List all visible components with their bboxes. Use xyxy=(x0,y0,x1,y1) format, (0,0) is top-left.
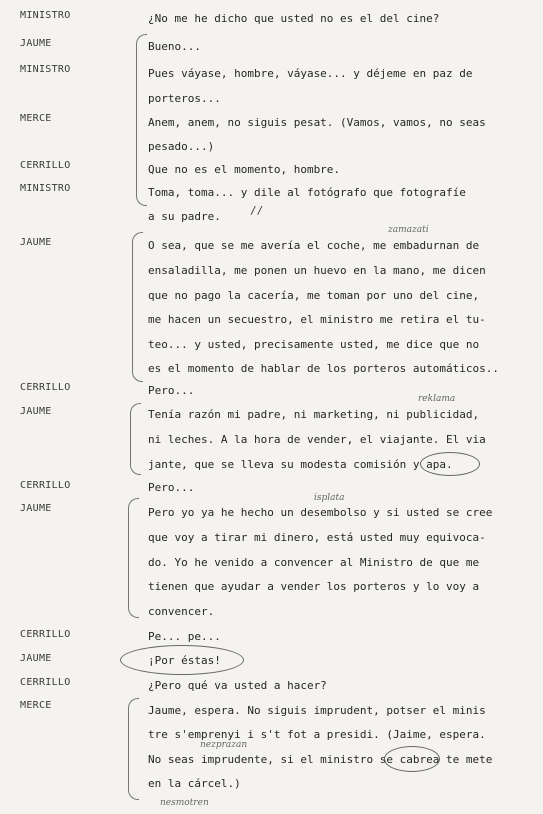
dialogue-line: convencer. xyxy=(148,605,215,618)
dialogue-line: ensaladilla, me ponen un huevo en la mano, me dicen xyxy=(148,264,486,277)
dialogue-line: que no pago la cacería, me toman por uno del cine, xyxy=(148,289,480,302)
dialogue-line: tienen que ayudar a vender los porteros y lo voy a xyxy=(148,580,480,593)
speaker-label: MERCE xyxy=(20,113,52,124)
speaker-label: CERRILLO xyxy=(20,160,71,171)
pause-mark: // xyxy=(250,204,264,217)
speaker-label: MINISTRO xyxy=(20,183,71,194)
speaker-label: CERRILLO xyxy=(20,382,71,393)
speaker-label: JAUME xyxy=(20,237,52,248)
dialogue-line: que voy a tirar mi dinero, está usted muy equivoca- xyxy=(148,531,486,544)
dialogue-line: jante, que se lleva su modesta comisión y apa. xyxy=(148,458,453,471)
speaker-label: CERRILLO xyxy=(20,677,71,688)
dialogue-line: Bueno... xyxy=(148,40,201,53)
handwritten-note: nezprazan xyxy=(200,740,248,750)
dialogue-line: ¿No me he dicho que usted no es el del cine? xyxy=(148,12,440,25)
dialogue-line: porteros... xyxy=(148,92,221,105)
handwritten-note: isplata xyxy=(314,493,345,503)
bracket-jaume-2 xyxy=(132,232,143,382)
speaker-label: MINISTRO xyxy=(20,64,71,75)
dialogue-line: a su padre. xyxy=(148,210,221,223)
handwritten-note: nesmotren xyxy=(160,798,209,808)
dialogue-line: Que no es el momento, hombre. xyxy=(148,163,341,176)
speaker-label: JAUME xyxy=(20,38,52,49)
speaker-label: MINISTRO xyxy=(20,10,71,21)
dialogue-line: en la cárcel.) xyxy=(148,777,241,790)
dialogue-line: es el momento de hablar de los porteros automáticos.. xyxy=(148,362,499,375)
dialogue-line: O sea, que se me avería el coche, me embadurnan de xyxy=(148,239,480,252)
bracket-jaume-1 xyxy=(136,34,147,206)
speaker-label: CERRILLO xyxy=(20,629,71,640)
bracket-merce xyxy=(128,698,139,800)
dialogue-line: ¿Pero qué va usted a hacer? xyxy=(148,679,327,692)
dialogue-line: tre s'emprenyi i s't fot a presidi. (Jaime, espera. xyxy=(148,728,486,741)
dialogue-line: Pe... pe... xyxy=(148,630,221,643)
dialogue-line: Pero yo ya he hecho un desembolso y si usted se cree xyxy=(148,506,493,519)
speaker-label: JAUME xyxy=(20,406,52,417)
circled-word xyxy=(384,746,440,772)
speaker-label: CERRILLO xyxy=(20,480,71,491)
dialogue-line: do. Yo he venido a convencer al Ministro de que me xyxy=(148,556,480,569)
circled-phrase xyxy=(120,645,244,675)
handwritten-note: reklama xyxy=(418,394,456,404)
dialogue-line: Toma, toma... y dile al fotógrafo que fotografíe xyxy=(148,186,466,199)
dialogue-line: Tenía razón mi padre, ni marketing, ni publicidad, xyxy=(148,408,480,421)
dialogue-line: Pero... xyxy=(148,384,195,397)
dialogue-line: No seas imprudente, si el ministro se cabrea te mete xyxy=(148,753,493,766)
speaker-label: JAUME xyxy=(20,653,52,664)
dialogue-line: ni leches. A la hora de vender, el viajante. El via xyxy=(148,433,486,446)
bracket-jaume-3 xyxy=(130,403,141,475)
dialogue-line: pesado...) xyxy=(148,140,215,153)
dialogue-line: teo... y usted, precisamente usted, me dice que no xyxy=(148,338,480,351)
dialogue-line: ¡Por éstas! xyxy=(148,654,221,667)
dialogue-line: Anem, anem, no siguis pesat. (Vamos, vamos, no seas xyxy=(148,116,486,129)
dialogue-line: Pero... xyxy=(148,481,195,494)
dialogue-line: me hacen un secuestro, el ministro me retira el tu- xyxy=(148,313,486,326)
speaker-label: JAUME xyxy=(20,503,52,514)
circled-word xyxy=(420,452,480,476)
dialogue-line: Pues váyase, hombre, váyase... y déjeme en paz de xyxy=(148,67,473,80)
bracket-jaume-4 xyxy=(128,498,139,618)
speaker-label: MERCE xyxy=(20,700,52,711)
handwritten-note: zamazati xyxy=(388,225,429,235)
dialogue-line: Jaume, espera. No siguis imprudent, potser el minis xyxy=(148,704,486,717)
